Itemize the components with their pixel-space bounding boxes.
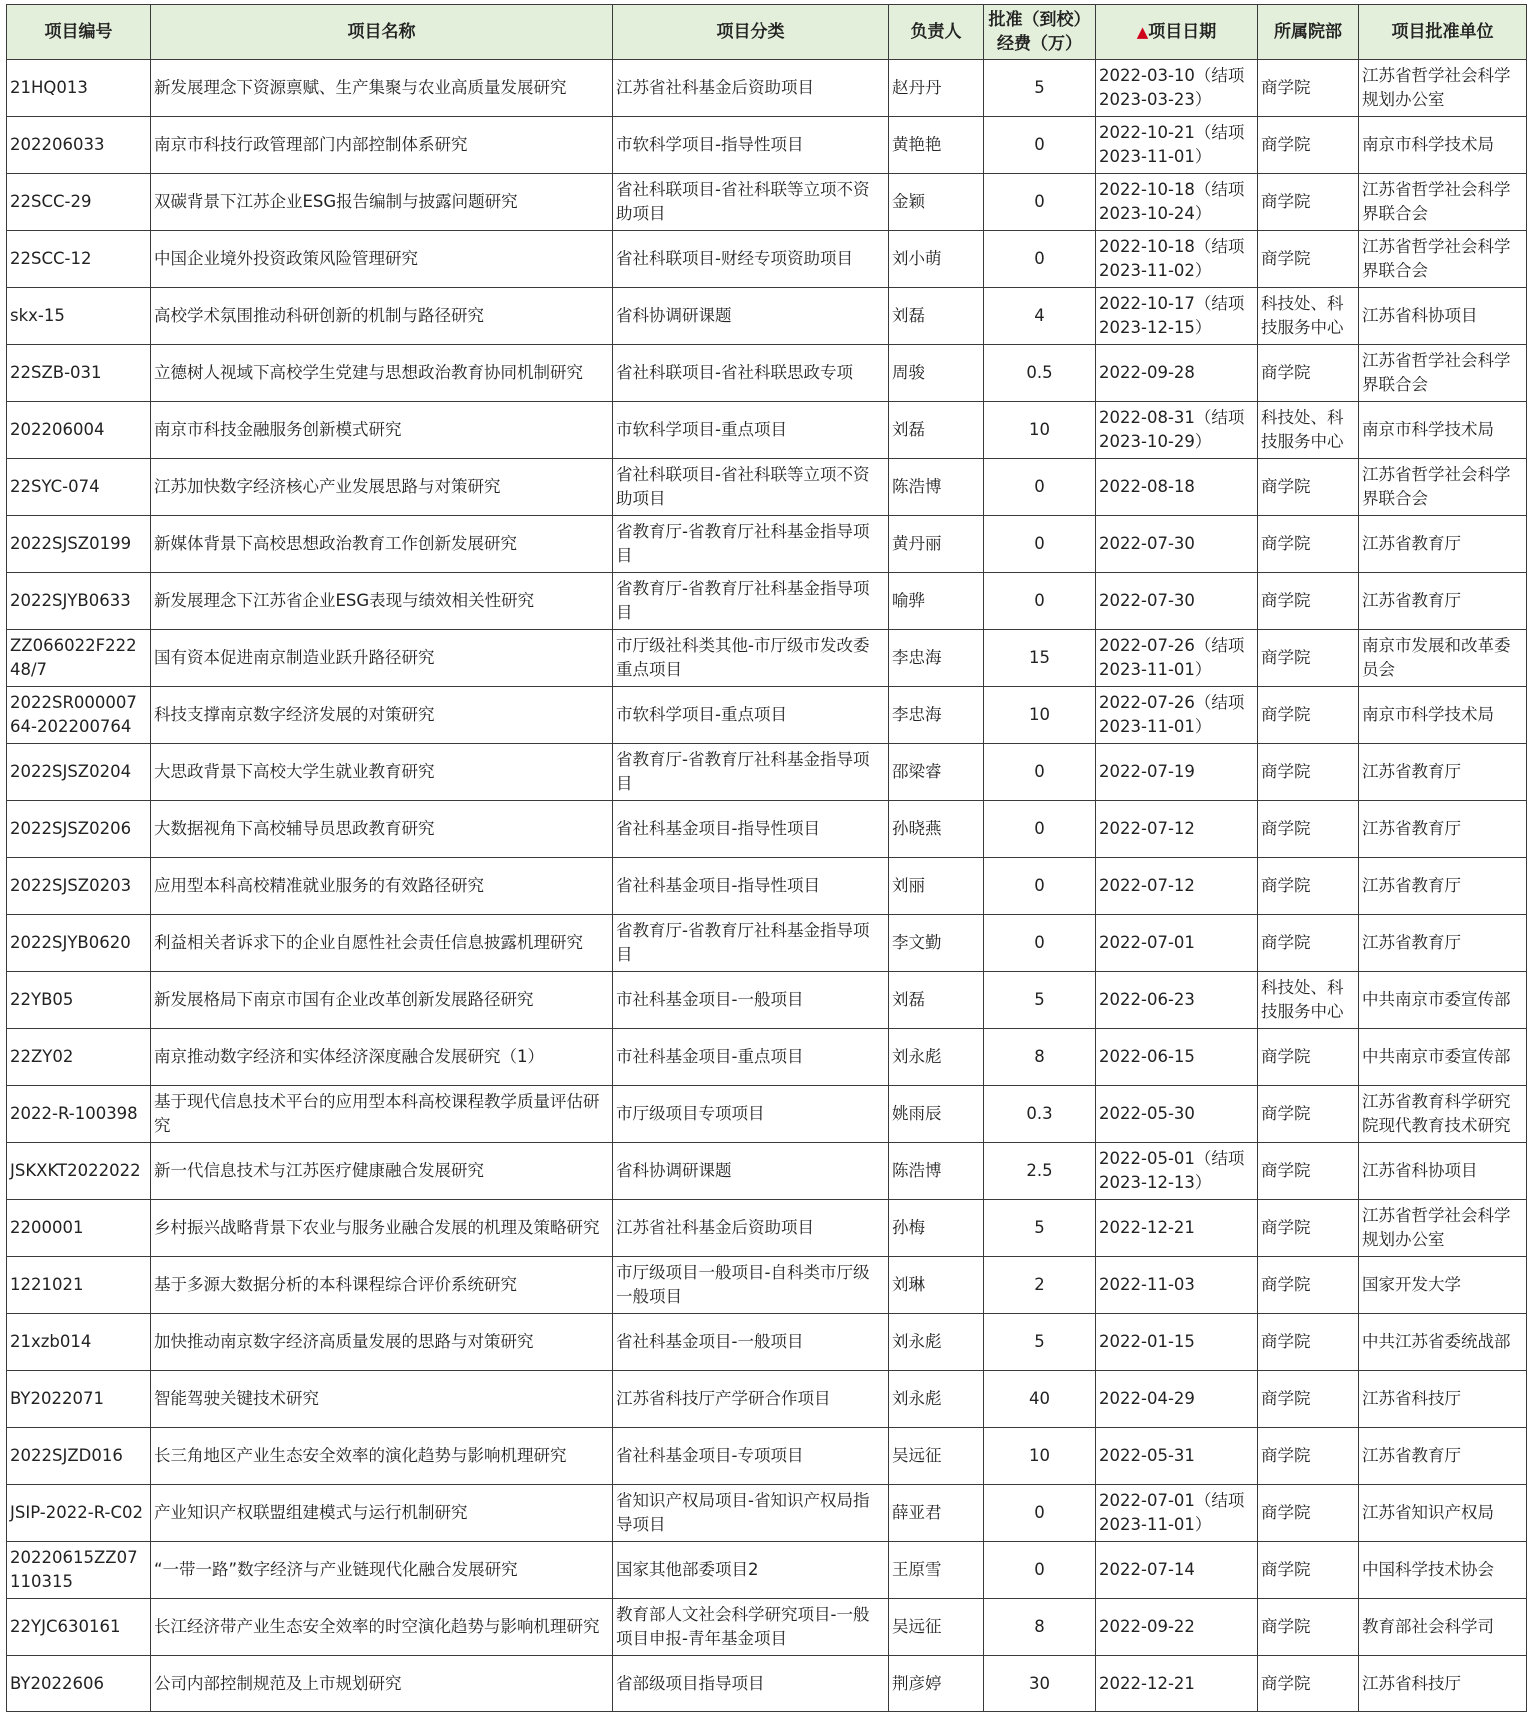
cell-name[interactable]: 长三角地区产业生态安全效率的演化趋势与影响机理研究 bbox=[151, 1428, 613, 1485]
table-body bbox=[7, 60, 1527, 1712]
cell-id[interactable]: 2022SJSZ0203 bbox=[7, 858, 151, 915]
cell-category[interactable]: 市厅级社科类其他-市厅级市发改委重点项目 bbox=[613, 630, 889, 687]
cell-category[interactable]: 省社科联项目-省社科联等立项不资助项目 bbox=[613, 174, 889, 231]
cell-category[interactable]: 市软科学项目-重点项目 bbox=[613, 687, 889, 744]
table-row bbox=[7, 402, 1527, 459]
cell-category[interactable]: 省社科基金项目-专项项目 bbox=[613, 1428, 889, 1485]
cell-funding[interactable]: 0 bbox=[984, 117, 1096, 174]
cell-leader[interactable]: 黄艳艳 bbox=[889, 117, 984, 174]
cell-name[interactable]: 利益相关者诉求下的企业自愿性社会责任信息披露机理研究 bbox=[151, 915, 613, 972]
table-row bbox=[7, 1428, 1527, 1485]
cell-date[interactable]: 2022-01-15 bbox=[1096, 1314, 1258, 1371]
cell-dept[interactable]: 商学院 bbox=[1258, 1485, 1359, 1542]
cell-leader[interactable]: 刘磊 bbox=[889, 972, 984, 1029]
cell-approver[interactable]: 中共南京市委宣传部 bbox=[1359, 972, 1527, 1029]
cell-category[interactable]: 江苏省社科基金后资助项目 bbox=[613, 1200, 889, 1257]
table-row bbox=[7, 231, 1527, 288]
header-funding[interactable]: 批准（到校）经费（万） bbox=[984, 5, 1096, 60]
cell-name[interactable]: 新发展格局下南京市国有企业改革创新发展路径研究 bbox=[151, 972, 613, 1029]
cell-dept[interactable]: 科技处、科技服务中心 bbox=[1258, 972, 1359, 1029]
cell-leader[interactable]: 吴远征 bbox=[889, 1428, 984, 1485]
cell-date[interactable]: 2022-11-03 bbox=[1096, 1257, 1258, 1314]
header-leader[interactable]: 负责人 bbox=[889, 5, 984, 60]
header-category[interactable]: 项目分类 bbox=[613, 5, 889, 60]
cell-funding[interactable]: 0 bbox=[984, 516, 1096, 573]
cell-funding[interactable]: 0 bbox=[984, 744, 1096, 801]
table-row bbox=[7, 744, 1527, 801]
cell-funding[interactable]: 10 bbox=[984, 1428, 1096, 1485]
cell-approver[interactable]: 南京市科学技术局 bbox=[1359, 687, 1527, 744]
cell-name[interactable]: 江苏加快数字经济核心产业发展思路与对策研究 bbox=[151, 459, 613, 516]
cell-funding[interactable]: 8 bbox=[984, 1599, 1096, 1656]
cell-category[interactable]: 省社科基金项目-指导性项目 bbox=[613, 801, 889, 858]
cell-leader[interactable]: 刘琳 bbox=[889, 1257, 984, 1314]
cell-date[interactable]: 2022-05-31 bbox=[1096, 1428, 1258, 1485]
cell-date[interactable]: 2022-04-29 bbox=[1096, 1371, 1258, 1428]
cell-id[interactable]: 22ZY02 bbox=[7, 1029, 151, 1086]
cell-funding[interactable]: 0.5 bbox=[984, 345, 1096, 402]
cell-dept[interactable]: 商学院 bbox=[1258, 1656, 1359, 1712]
cell-name[interactable]: 长江经济带产业生态安全效率的时空演化趋势与影响机理研究 bbox=[151, 1599, 613, 1656]
cell-approver[interactable]: 江苏省科协项目 bbox=[1359, 288, 1527, 345]
cell-dept[interactable]: 科技处、科技服务中心 bbox=[1258, 288, 1359, 345]
cell-funding[interactable]: 40 bbox=[984, 1371, 1096, 1428]
cell-funding[interactable]: 0 bbox=[984, 573, 1096, 630]
cell-dept[interactable]: 商学院 bbox=[1258, 1314, 1359, 1371]
cell-leader[interactable]: 李文勤 bbox=[889, 915, 984, 972]
cell-category[interactable]: 市厅级项目一般项目-自科类市厅级一般项目 bbox=[613, 1257, 889, 1314]
table-row bbox=[7, 630, 1527, 687]
cell-category[interactable]: 教育部人文社会科学研究项目-一般项目申报-青年基金项目 bbox=[613, 1599, 889, 1656]
table-row bbox=[7, 1086, 1527, 1143]
cell-category[interactable]: 市软科学项目-重点项目 bbox=[613, 402, 889, 459]
cell-date[interactable]: 2022-09-22 bbox=[1096, 1599, 1258, 1656]
cell-id[interactable]: 21xzb014 bbox=[7, 1314, 151, 1371]
cell-approver[interactable]: 江苏省教育厅 bbox=[1359, 801, 1527, 858]
cell-id[interactable]: 2022SJSZ0204 bbox=[7, 744, 151, 801]
cell-date[interactable]: 2022-07-01 bbox=[1096, 915, 1258, 972]
cell-dept[interactable]: 商学院 bbox=[1258, 1200, 1359, 1257]
cell-id[interactable]: 2022SR00000764-202200764 bbox=[7, 687, 151, 744]
cell-approver[interactable]: 江苏省哲学社会科学界联合会 bbox=[1359, 231, 1527, 288]
cell-leader[interactable]: 李忠海 bbox=[889, 630, 984, 687]
cell-date[interactable]: 2022-07-26（结项2023-11-01） bbox=[1096, 687, 1258, 744]
cell-date[interactable]: 2022-07-26（结项2023-11-01） bbox=[1096, 630, 1258, 687]
table-row bbox=[7, 573, 1527, 630]
cell-dept[interactable]: 商学院 bbox=[1258, 231, 1359, 288]
cell-date[interactable]: 2022-05-01（结项2023-12-13） bbox=[1096, 1143, 1258, 1200]
cell-dept[interactable]: 商学院 bbox=[1258, 858, 1359, 915]
cell-approver[interactable]: 江苏省教育科学研究院现代教育技术研究 bbox=[1359, 1086, 1527, 1143]
cell-name[interactable]: 国有资本促进南京制造业跃升路径研究 bbox=[151, 630, 613, 687]
cell-date[interactable]: 2022-05-30 bbox=[1096, 1086, 1258, 1143]
cell-category[interactable]: 省社科基金项目-一般项目 bbox=[613, 1314, 889, 1371]
cell-funding[interactable]: 2.5 bbox=[984, 1143, 1096, 1200]
cell-id[interactable]: 2022-R-100398 bbox=[7, 1086, 151, 1143]
cell-date[interactable]: 2022-10-21（结项2023-11-01） bbox=[1096, 117, 1258, 174]
cell-id[interactable]: JSKXKT2022022 bbox=[7, 1143, 151, 1200]
cell-leader[interactable]: 荆彦婷 bbox=[889, 1656, 984, 1712]
cell-dept[interactable]: 商学院 bbox=[1258, 345, 1359, 402]
cell-date[interactable]: 2022-07-19 bbox=[1096, 744, 1258, 801]
table-row bbox=[7, 1143, 1527, 1200]
cell-leader[interactable]: 李忠海 bbox=[889, 687, 984, 744]
cell-approver[interactable]: 江苏省哲学社会科学界联合会 bbox=[1359, 174, 1527, 231]
cell-category[interactable]: 省科协调研课题 bbox=[613, 1143, 889, 1200]
table-row bbox=[7, 1257, 1527, 1314]
cell-date[interactable]: 2022-07-12 bbox=[1096, 858, 1258, 915]
cell-dept[interactable]: 商学院 bbox=[1258, 1428, 1359, 1485]
cell-approver[interactable]: 国家开发大学 bbox=[1359, 1257, 1527, 1314]
cell-leader[interactable]: 喻骅 bbox=[889, 573, 984, 630]
table-row bbox=[7, 345, 1527, 402]
cell-dept[interactable]: 商学院 bbox=[1258, 744, 1359, 801]
cell-name[interactable]: 高校学术氛围推动科研创新的机制与路径研究 bbox=[151, 288, 613, 345]
cell-dept[interactable]: 商学院 bbox=[1258, 1371, 1359, 1428]
cell-category[interactable]: 省社科联项目-省社科联思政专项 bbox=[613, 345, 889, 402]
cell-id[interactable]: 22SCC-12 bbox=[7, 231, 151, 288]
cell-date[interactable]: 2022-07-14 bbox=[1096, 1542, 1258, 1599]
cell-leader[interactable]: 陈浩博 bbox=[889, 1143, 984, 1200]
cell-approver[interactable]: 南京市发展和改革委员会 bbox=[1359, 630, 1527, 687]
cell-name[interactable]: 科技支撑南京数字经济发展的对策研究 bbox=[151, 687, 613, 744]
cell-id[interactable]: 2200001 bbox=[7, 1200, 151, 1257]
cell-approver[interactable]: 江苏省教育厅 bbox=[1359, 516, 1527, 573]
cell-name[interactable]: 南京市科技金融服务创新模式研究 bbox=[151, 402, 613, 459]
cell-id[interactable]: 2022SJSZ0199 bbox=[7, 516, 151, 573]
table-row bbox=[7, 1656, 1527, 1712]
cell-funding[interactable]: 5 bbox=[984, 972, 1096, 1029]
cell-funding[interactable]: 30 bbox=[984, 1656, 1096, 1712]
table-row bbox=[7, 1314, 1527, 1371]
cell-funding[interactable]: 4 bbox=[984, 288, 1096, 345]
cell-id[interactable]: 1221021 bbox=[7, 1257, 151, 1314]
cell-approver[interactable]: 中共南京市委宣传部 bbox=[1359, 1029, 1527, 1086]
cell-date[interactable]: 2022-10-17（结项2023-12-15） bbox=[1096, 288, 1258, 345]
cell-dept[interactable]: 商学院 bbox=[1258, 459, 1359, 516]
cell-id[interactable]: 22SYC-074 bbox=[7, 459, 151, 516]
cell-category[interactable]: 省知识产权局项目-省知识产权局指导项目 bbox=[613, 1485, 889, 1542]
cell-dept[interactable]: 商学院 bbox=[1258, 915, 1359, 972]
cell-funding[interactable]: 0 bbox=[984, 1542, 1096, 1599]
header-date[interactable] bbox=[1096, 5, 1258, 60]
cell-dept[interactable]: 商学院 bbox=[1258, 516, 1359, 573]
cell-dept[interactable]: 商学院 bbox=[1258, 1599, 1359, 1656]
cell-name[interactable]: 基于现代信息技术平台的应用型本科高校课程教学质量评估研究 bbox=[151, 1086, 613, 1143]
cell-name[interactable]: 产业知识产权联盟组建模式与运行机制研究 bbox=[151, 1485, 613, 1542]
cell-name[interactable]: “一带一路”数字经济与产业链现代化融合发展研究 bbox=[151, 1542, 613, 1599]
cell-approver[interactable]: 江苏省科技厅 bbox=[1359, 1656, 1527, 1712]
cell-dept[interactable]: 商学院 bbox=[1258, 801, 1359, 858]
cell-date[interactable]: 2022-08-31（结项2023-10-29） bbox=[1096, 402, 1258, 459]
cell-date[interactable]: 2022-10-18（结项2023-11-02） bbox=[1096, 231, 1258, 288]
cell-approver[interactable]: 江苏省科技厅 bbox=[1359, 1371, 1527, 1428]
cell-id[interactable]: 2022SJZD016 bbox=[7, 1428, 151, 1485]
cell-name[interactable]: 南京推动数字经济和实体经济深度融合发展研究（1） bbox=[151, 1029, 613, 1086]
cell-dept[interactable]: 商学院 bbox=[1258, 630, 1359, 687]
cell-category[interactable]: 市软科学项目-指导性项目 bbox=[613, 117, 889, 174]
header-approver[interactable]: 项目批准单位 bbox=[1359, 5, 1527, 60]
table-row bbox=[7, 1542, 1527, 1599]
cell-leader[interactable]: 刘磊 bbox=[889, 288, 984, 345]
cell-category[interactable]: 国家其他部委项目2 bbox=[613, 1542, 889, 1599]
cell-id[interactable]: JSIP-2022-R-C02 bbox=[7, 1485, 151, 1542]
table-row bbox=[7, 858, 1527, 915]
cell-category[interactable]: 省教育厅-省教育厅社科基金指导项目 bbox=[613, 915, 889, 972]
cell-approver[interactable]: 江苏省哲学社会科学界联合会 bbox=[1359, 345, 1527, 402]
cell-funding[interactable]: 5 bbox=[984, 1200, 1096, 1257]
cell-id[interactable]: 20220615ZZ07110315 bbox=[7, 1542, 151, 1599]
cell-category[interactable]: 市社科基金项目-一般项目 bbox=[613, 972, 889, 1029]
cell-leader[interactable]: 刘磊 bbox=[889, 402, 984, 459]
cell-approver[interactable]: 教育部社会科学司 bbox=[1359, 1599, 1527, 1656]
cell-funding[interactable]: 0 bbox=[984, 915, 1096, 972]
table-row bbox=[7, 117, 1527, 174]
cell-leader[interactable]: 刘永彪 bbox=[889, 1314, 984, 1371]
cell-date[interactable]: 2022-12-21 bbox=[1096, 1656, 1258, 1712]
cell-leader[interactable]: 薛亚君 bbox=[889, 1485, 984, 1542]
cell-id[interactable]: 202206004 bbox=[7, 402, 151, 459]
cell-id[interactable]: 2022SJYB0633 bbox=[7, 573, 151, 630]
header-date-label: 项目日期 bbox=[1148, 22, 1217, 42]
table-row bbox=[7, 1371, 1527, 1428]
cell-id[interactable]: ZZ066022F22248/7 bbox=[7, 630, 151, 687]
cell-dept[interactable]: 商学院 bbox=[1258, 1086, 1359, 1143]
header-dept[interactable]: 所属院部 bbox=[1258, 5, 1359, 60]
cell-funding[interactable]: 0 bbox=[984, 1485, 1096, 1542]
table-row bbox=[7, 687, 1527, 744]
cell-leader[interactable]: 刘丽 bbox=[889, 858, 984, 915]
cell-dept[interactable]: 商学院 bbox=[1258, 687, 1359, 744]
cell-approver[interactable]: 中共江苏省委统战部 bbox=[1359, 1314, 1527, 1371]
cell-name[interactable]: 大数据视角下高校辅导员思政教育研究 bbox=[151, 801, 613, 858]
cell-funding[interactable]: 0 bbox=[984, 174, 1096, 231]
cell-dept[interactable]: 商学院 bbox=[1258, 1257, 1359, 1314]
cell-leader[interactable]: 刘永彪 bbox=[889, 1029, 984, 1086]
cell-category[interactable]: 省社科联项目-省社科联等立项不资助项目 bbox=[613, 459, 889, 516]
table-row bbox=[7, 516, 1527, 573]
header-id[interactable]: 项目编号 bbox=[7, 5, 151, 60]
cell-name[interactable]: 新发展理念下资源禀赋、生产集聚与农业高质量发展研究 bbox=[151, 60, 613, 117]
cell-name[interactable]: 双碳背景下江苏企业ESG报告编制与披露问题研究 bbox=[151, 174, 613, 231]
cell-leader[interactable]: 刘永彪 bbox=[889, 1371, 984, 1428]
cell-id[interactable]: BY2022071 bbox=[7, 1371, 151, 1428]
cell-name[interactable]: 南京市科技行政管理部门内部控制体系研究 bbox=[151, 117, 613, 174]
cell-funding[interactable]: 10 bbox=[984, 402, 1096, 459]
cell-funding[interactable]: 5 bbox=[984, 60, 1096, 117]
cell-name[interactable]: 新一代信息技术与江苏医疗健康融合发展研究 bbox=[151, 1143, 613, 1200]
cell-approver[interactable]: 南京市科学技术局 bbox=[1359, 402, 1527, 459]
table-row bbox=[7, 1485, 1527, 1542]
cell-id[interactable]: 21HQ013 bbox=[7, 60, 151, 117]
table-row bbox=[7, 459, 1527, 516]
cell-id[interactable]: 2022SJSZ0206 bbox=[7, 801, 151, 858]
header-name[interactable]: 项目名称 bbox=[151, 5, 613, 60]
cell-category[interactable]: 省部级项目指导项目 bbox=[613, 1656, 889, 1712]
cell-name[interactable]: 应用型本科高校精准就业服务的有效路径研究 bbox=[151, 858, 613, 915]
cell-funding[interactable]: 0 bbox=[984, 459, 1096, 516]
cell-dept[interactable]: 商学院 bbox=[1258, 60, 1359, 117]
cell-dept[interactable]: 科技处、科技服务中心 bbox=[1258, 402, 1359, 459]
cell-category[interactable]: 省科协调研课题 bbox=[613, 288, 889, 345]
cell-category[interactable]: 市社科基金项目-重点项目 bbox=[613, 1029, 889, 1086]
cell-date[interactable]: 2022-09-28 bbox=[1096, 345, 1258, 402]
cell-leader[interactable]: 邵梁睿 bbox=[889, 744, 984, 801]
cell-date[interactable]: 2022-03-10（结项2023-03-23） bbox=[1096, 60, 1258, 117]
cell-id[interactable]: 22YJC630161 bbox=[7, 1599, 151, 1656]
cell-leader[interactable]: 赵丹丹 bbox=[889, 60, 984, 117]
cell-category[interactable]: 省教育厅-省教育厅社科基金指导项目 bbox=[613, 516, 889, 573]
cell-approver[interactable]: 江苏省知识产权局 bbox=[1359, 1485, 1527, 1542]
cell-funding[interactable]: 0 bbox=[984, 801, 1096, 858]
cell-category[interactable]: 江苏省社科基金后资助项目 bbox=[613, 60, 889, 117]
header-row bbox=[7, 5, 1527, 60]
cell-funding[interactable]: 2 bbox=[984, 1257, 1096, 1314]
table-row bbox=[7, 1029, 1527, 1086]
cell-name[interactable]: 智能驾驶关键技术研究 bbox=[151, 1371, 613, 1428]
cell-dept[interactable]: 商学院 bbox=[1258, 1542, 1359, 1599]
table-row bbox=[7, 174, 1527, 231]
table-row bbox=[7, 801, 1527, 858]
cell-category[interactable]: 省社科联项目-财经专项资助项目 bbox=[613, 231, 889, 288]
cell-approver[interactable]: 江苏省教育厅 bbox=[1359, 573, 1527, 630]
cell-funding[interactable]: 15 bbox=[984, 630, 1096, 687]
cell-name[interactable]: 公司内部控制规范及上市规划研究 bbox=[151, 1656, 613, 1712]
table-row bbox=[7, 1200, 1527, 1257]
table-row bbox=[7, 288, 1527, 345]
cell-date[interactable]: 2022-07-01（结项2023-11-01） bbox=[1096, 1485, 1258, 1542]
cell-category[interactable]: 江苏省科技厅产学研合作项目 bbox=[613, 1371, 889, 1428]
cell-date[interactable]: 2022-07-12 bbox=[1096, 801, 1258, 858]
cell-date[interactable]: 2022-08-18 bbox=[1096, 459, 1258, 516]
cell-date[interactable]: 2022-12-21 bbox=[1096, 1200, 1258, 1257]
cell-name[interactable]: 立德树人视域下高校学生党建与思想政治教育协同机制研究 bbox=[151, 345, 613, 402]
cell-category[interactable]: 省教育厅-省教育厅社科基金指导项目 bbox=[613, 573, 889, 630]
cell-funding[interactable]: 8 bbox=[984, 1029, 1096, 1086]
cell-leader[interactable]: 黄丹丽 bbox=[889, 516, 984, 573]
cell-name[interactable]: 中国企业境外投资政策风险管理研究 bbox=[151, 231, 613, 288]
cell-category[interactable]: 市厅级项目专项项目 bbox=[613, 1086, 889, 1143]
cell-leader[interactable]: 周骏 bbox=[889, 345, 984, 402]
projects-table bbox=[6, 4, 1527, 1712]
cell-funding[interactable]: 0 bbox=[984, 858, 1096, 915]
cell-category[interactable]: 省社科基金项目-指导性项目 bbox=[613, 858, 889, 915]
cell-date[interactable]: 2022-06-15 bbox=[1096, 1029, 1258, 1086]
cell-date[interactable]: 2022-06-23 bbox=[1096, 972, 1258, 1029]
cell-dept[interactable]: 商学院 bbox=[1258, 117, 1359, 174]
cell-approver[interactable]: 江苏省教育厅 bbox=[1359, 915, 1527, 972]
cell-funding[interactable]: 5 bbox=[984, 1314, 1096, 1371]
cell-approver[interactable]: 江苏省科协项目 bbox=[1359, 1143, 1527, 1200]
cell-leader[interactable]: 吴远征 bbox=[889, 1599, 984, 1656]
cell-id[interactable]: BY2022606 bbox=[7, 1656, 151, 1712]
cell-approver[interactable]: 南京市科学技术局 bbox=[1359, 117, 1527, 174]
cell-id[interactable]: 2022SJYB0620 bbox=[7, 915, 151, 972]
cell-dept[interactable]: 商学院 bbox=[1258, 573, 1359, 630]
cell-name[interactable]: 新媒体背景下高校思想政治教育工作创新发展研究 bbox=[151, 516, 613, 573]
cell-approver[interactable]: 江苏省哲学社会科学规划办公室 bbox=[1359, 60, 1527, 117]
cell-id[interactable]: 22SZB-031 bbox=[7, 345, 151, 402]
table-row bbox=[7, 915, 1527, 972]
cell-name[interactable]: 大思政背景下高校大学生就业教育研究 bbox=[151, 744, 613, 801]
cell-approver[interactable]: 江苏省教育厅 bbox=[1359, 744, 1527, 801]
cell-leader[interactable]: 刘小萌 bbox=[889, 231, 984, 288]
cell-leader[interactable]: 陈浩博 bbox=[889, 459, 984, 516]
cell-funding[interactable]: 10 bbox=[984, 687, 1096, 744]
cell-dept[interactable]: 商学院 bbox=[1258, 1143, 1359, 1200]
sort-ascending-icon: ▲ bbox=[1136, 23, 1149, 41]
cell-approver[interactable]: 中国科学技术协会 bbox=[1359, 1542, 1527, 1599]
cell-date[interactable]: 2022-07-30 bbox=[1096, 573, 1258, 630]
cell-category[interactable]: 省教育厅-省教育厅社科基金指导项目 bbox=[613, 744, 889, 801]
cell-id[interactable]: 202206033 bbox=[7, 117, 151, 174]
cell-name[interactable]: 乡村振兴战略背景下农业与服务业融合发展的机理及策略研究 bbox=[151, 1200, 613, 1257]
cell-leader[interactable]: 姚雨辰 bbox=[889, 1086, 984, 1143]
cell-leader[interactable]: 孙晓燕 bbox=[889, 801, 984, 858]
cell-name[interactable]: 基于多源大数据分析的本科课程综合评价系统研究 bbox=[151, 1257, 613, 1314]
cell-approver[interactable]: 江苏省教育厅 bbox=[1359, 858, 1527, 915]
cell-id[interactable]: skx-15 bbox=[7, 288, 151, 345]
cell-approver[interactable]: 江苏省哲学社会科学规划办公室 bbox=[1359, 1200, 1527, 1257]
cell-dept[interactable]: 商学院 bbox=[1258, 1029, 1359, 1086]
table-row bbox=[7, 60, 1527, 117]
cell-funding[interactable]: 0 bbox=[984, 231, 1096, 288]
cell-approver[interactable]: 江苏省教育厅 bbox=[1359, 1428, 1527, 1485]
cell-name[interactable]: 新发展理念下江苏省企业ESG表现与绩效相关性研究 bbox=[151, 573, 613, 630]
cell-leader[interactable]: 孙梅 bbox=[889, 1200, 984, 1257]
cell-dept[interactable]: 商学院 bbox=[1258, 174, 1359, 231]
cell-date[interactable]: 2022-07-30 bbox=[1096, 516, 1258, 573]
cell-date[interactable]: 2022-10-18（结项2023-10-24） bbox=[1096, 174, 1258, 231]
table-row bbox=[7, 1599, 1527, 1656]
cell-leader[interactable]: 金颖 bbox=[889, 174, 984, 231]
cell-id[interactable]: 22YB05 bbox=[7, 972, 151, 1029]
cell-funding[interactable]: 0.3 bbox=[984, 1086, 1096, 1143]
cell-approver[interactable]: 江苏省哲学社会科学界联合会 bbox=[1359, 459, 1527, 516]
cell-name[interactable]: 加快推动南京数字经济高质量发展的思路与对策研究 bbox=[151, 1314, 613, 1371]
table-row bbox=[7, 972, 1527, 1029]
cell-id[interactable]: 22SCC-29 bbox=[7, 174, 151, 231]
cell-leader[interactable]: 王原雪 bbox=[889, 1542, 984, 1599]
